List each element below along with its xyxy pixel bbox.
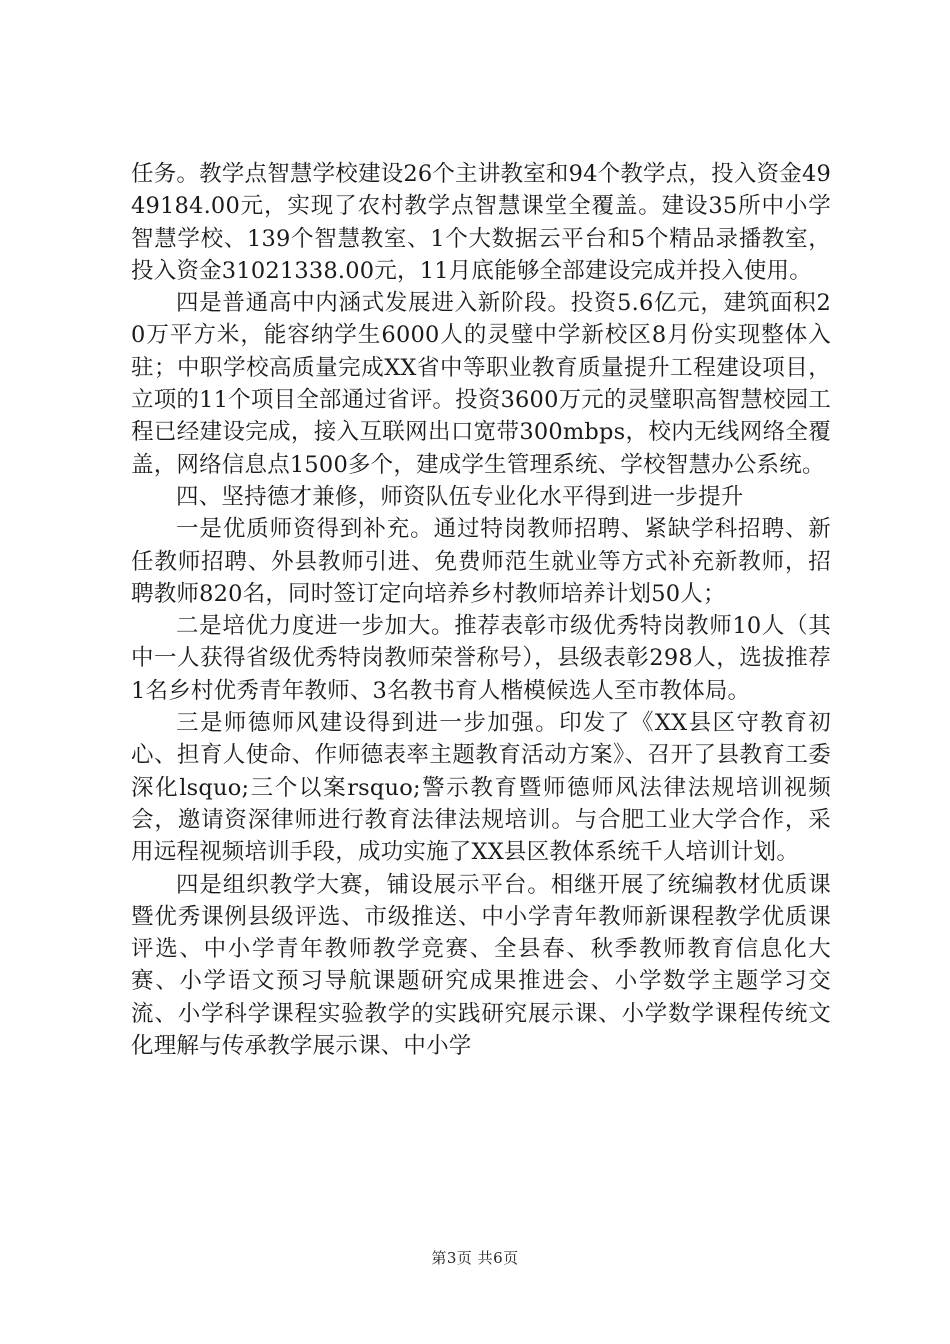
- section-heading: 四、坚持德才兼修，师资队伍专业化水平得到进一步提升: [176, 483, 744, 510]
- paragraph-2: 四是普通高中内涵式发展进入新阶段。投资5.6亿元，建筑面积20万平方米，能容纳学生6000人的灵璧中学新校区8月份实现整体入驻；中职学校高质量完成XX省中等职业教育质量提升工程建设项目，立项的11个项目全部通过省评。投资3600万元的灵璧职高智慧校园工程已经建设完成，接入互联网出口宽带300mbps，校内无线网络全覆盖，网络信息点1500多个，建成学生管理系统、学校智慧办公系统。: [131, 290, 831, 478]
- page-number-footer: 第3页 共6页: [431, 1249, 519, 1267]
- paragraph-5: 三是师德师风建设得到进一步加强。印发了《XX县区守教育初心、担育人使命、作师德表率主题教育活动方案》、召开了县教育工委深化lsquo;三个以案rsquo;警示教育暨师德师风法律法规培训视频会，邀请资深律师进行教育法律法规培训。与合肥工业大学合作，采用远程视频培训手段，成功实施了XX县区教体系统千人培训计划。: [131, 710, 831, 866]
- paragraph-4: 二是培优力度进一步加大。推荐表彰市级优秀特岗教师10人（其中一人获得省级优秀特岗教师荣誉称号），县级表彰298人，选拔推荐1名乡村优秀青年教师、3名教书育人楷模候选人至市教体局。: [131, 613, 831, 704]
- paragraph-3: 一是优质师资得到补充。通过特岗教师招聘、紧缺学科招聘、新任教师招聘、外县教师引进、免费师范生就业等方式补充新教师，招聘教师820名，同时签订定向培养乡村教师培养计划50人；: [131, 516, 831, 607]
- document-body: [131, 158, 831, 1062]
- paragraph-6: 四是组织教学大赛，铺设展示平台。相继开展了统编教材优质课暨优秀课例县级评选、市级推送、中小学青年教师新课程教学优质课评选、中小学青年教师教学竞赛、全县春、秋季教师教育信息化大赛、小学语文预习导航课题研究成果推进会、小学数学主题学习交流、小学科学课程实验教学的实践研究展示课、小学数学课程传统文化理解与传承教学展示课、中小学: [131, 871, 831, 1060]
- paragraph-1: 任务。教学点智慧学校建设26个主讲教室和94个教学点，投入资金4949184.00元，实现了农村教学点智慧课堂全覆盖。建设35所中小学智慧学校、139个智慧教室、1个大数据云平台和5个精品录播教室，投入资金31021338.00元，11月底能够全部建设完成并投入使用。: [131, 161, 831, 284]
